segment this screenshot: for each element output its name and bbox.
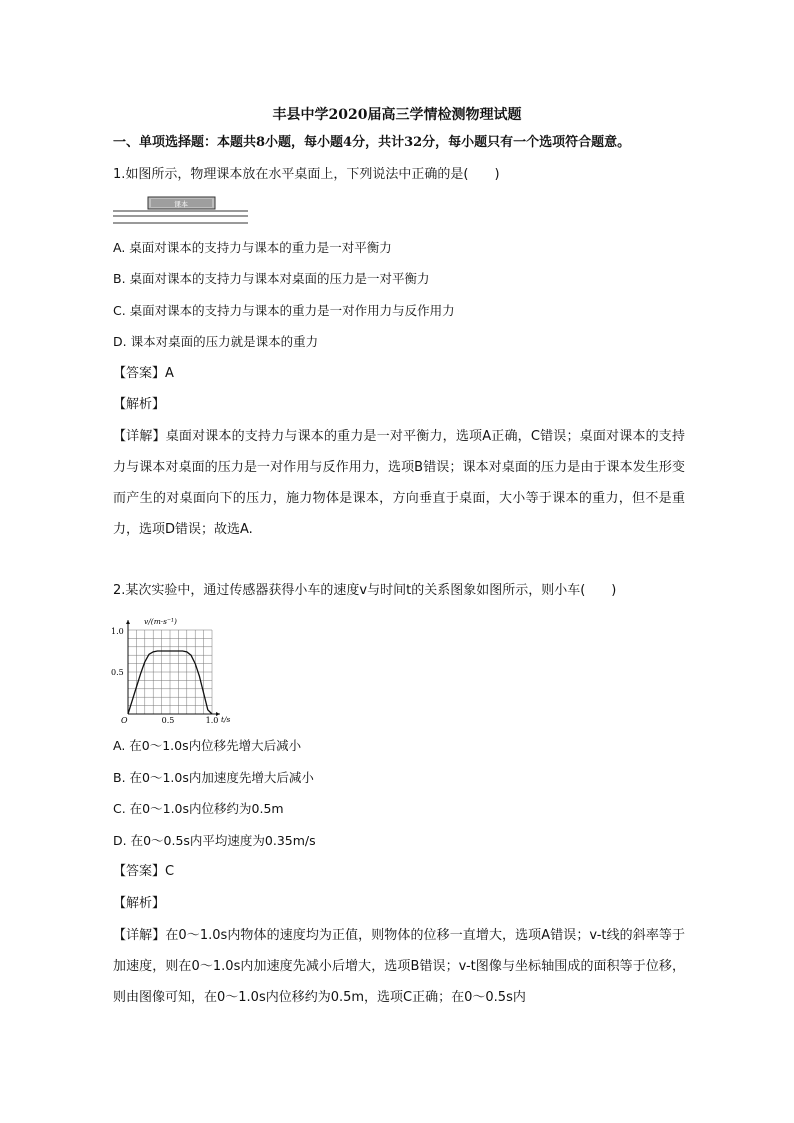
- origin-label: O: [121, 716, 128, 725]
- section-heading: 一、单项选择题：本题共8小题，每小题4分，共计32分，每小题只有一个选项符合题意。: [113, 135, 631, 150]
- q2-option-b: B. 在0～1.0s内加速度先增大后减小: [113, 770, 314, 785]
- q2-analysis-label: 【解析】: [113, 896, 166, 911]
- q1-option-d: D. 课本对桌面的压力就是课本的重力: [113, 334, 319, 349]
- q1-answer: 【答案】A: [113, 366, 174, 381]
- y-tick-label: 1.0: [111, 627, 124, 636]
- q2-option-a: A. 在0～1.0s内位移先增大后减小: [113, 738, 302, 753]
- q1-option-a: A. 桌面对课本的支持力与课本的重力是一对平衡力: [113, 240, 392, 255]
- question-2-stem: 2.某次实验中，通过传感器获得小车的速度v与时间t的关系图象如图所示，则小车( ): [113, 583, 617, 598]
- y-tick-label: 0.5: [111, 668, 124, 677]
- q1-analysis-label: 【解析】: [113, 397, 166, 412]
- y-axis-arrow: [126, 620, 130, 624]
- x-axis-label: t/s: [221, 715, 231, 724]
- velocity-time-chart: [108, 612, 238, 727]
- x-tick-label: 1.0: [205, 716, 219, 725]
- q1-option-c: C. 桌面对课本的支持力与课本的重力是一对作用力与反作用力: [113, 303, 455, 318]
- question-1-stem: 1.如图所示，物理课本放在水平桌面上，下列说法中正确的是( ): [113, 167, 500, 182]
- x-tick-label: 0.5: [161, 716, 175, 725]
- q1-detail: 【详解】桌面对课本的支持力与课本的重力是一对平衡力，选项A正确，C错误；桌面对课本的支持力与课本对桌面的压力是一对作用与反作用力，选项B错误；课本对桌面的压力是由于课本发生形变而产生的对桌面向下的压力，施力物体是课本，方向垂直于桌面，大小等于课本的重力，但不是重力，选项D错误；故选A.: [113, 429, 685, 537]
- q1-option-b: B. 桌面对课本的支持力与课本对桌面的压力是一对平衡力: [113, 271, 430, 286]
- q2-option-c: C. 在0～1.0s内位移约为0.5m: [113, 801, 284, 816]
- book-on-table-figure: [113, 192, 248, 232]
- q2-answer: 【答案】C: [113, 864, 175, 879]
- q2-detail: 【详解】在0～1.0s内物体的速度均为正值，则物体的位移一直增大，选项A错误；v-t线的斜率等于加速度，则在0～1.0s内加速度先减小后增大，选项B错误；v-t图像与坐标轴围成的面积等于位移，则由图像可知，在0～1.0s内位移约为0.5m，选项C正确；在0～0.5s内: [113, 928, 685, 1005]
- book-label: 课本: [174, 200, 188, 209]
- page-title: 丰县中学2020届高三学情检测物理试题: [272, 107, 522, 123]
- y-axis-label: v/(m·s⁻¹): [144, 617, 177, 626]
- q2-option-d: D. 在0～0.5s内平均速度为0.35m/s: [113, 833, 316, 848]
